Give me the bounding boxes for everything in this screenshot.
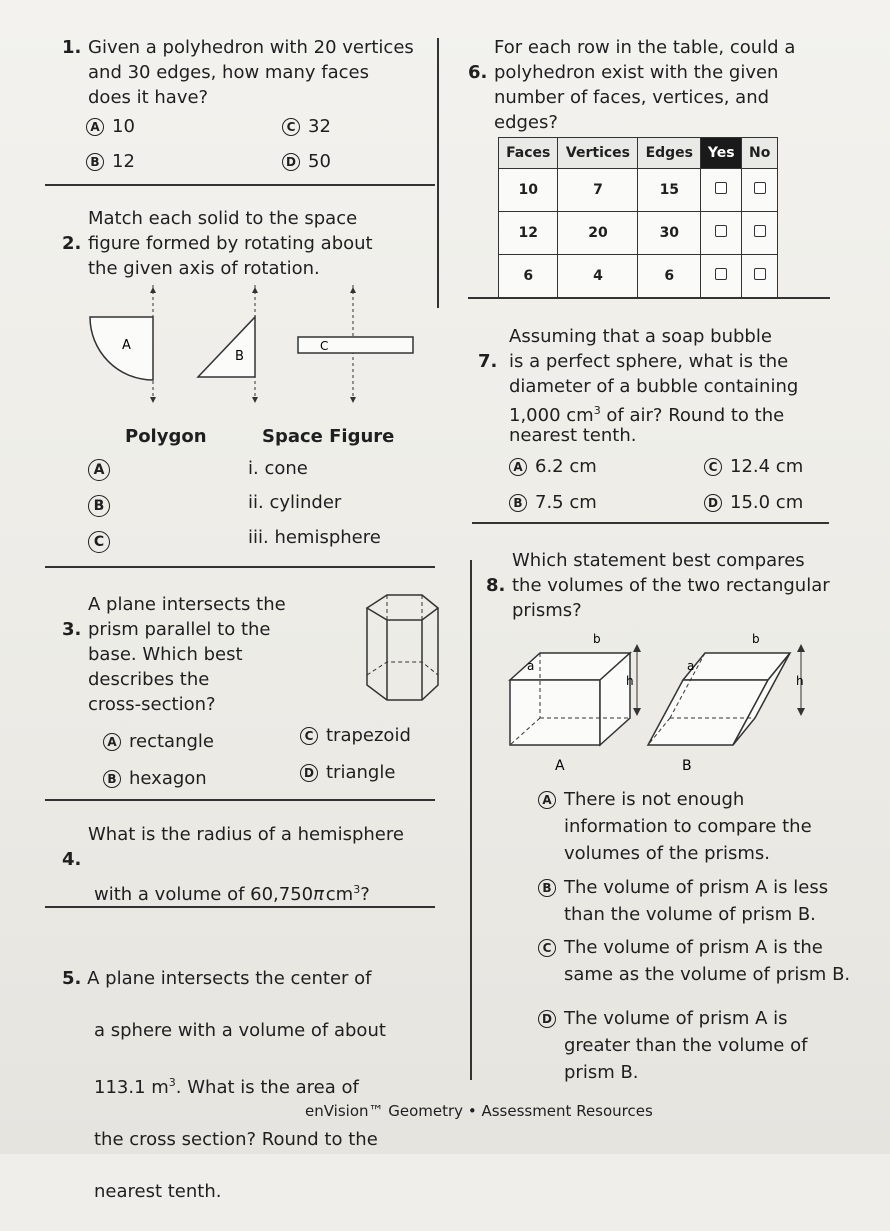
polygon-letter-icon: C — [88, 531, 110, 553]
q1-option-a[interactable]: A 10 — [86, 116, 135, 138]
q2-rotation-figures — [80, 285, 425, 410]
option-letter-icon: B — [103, 770, 121, 788]
q7-text: Assuming that a soap bubble is a perfect sphere, what is the diameter of a bubble containing — [509, 326, 799, 397]
option-letter-icon: D — [282, 153, 300, 171]
question-3 — [62, 592, 286, 715]
checkbox-icon — [715, 182, 727, 194]
header-yes: Yes — [701, 138, 742, 169]
figure-b-triangle — [198, 285, 258, 405]
divider — [45, 184, 435, 186]
q2-polygon-a[interactable] — [88, 459, 110, 481]
option-letter-icon: A — [538, 791, 556, 809]
table-row: 6 4 6 — [499, 255, 778, 298]
svg-text:h: h — [796, 674, 804, 688]
divider — [468, 297, 830, 299]
q8-text: Which statement best compares the volumes of the two rectangular prisms? — [512, 550, 830, 621]
prism-label-b: B — [682, 758, 692, 774]
yes-checkbox[interactable] — [701, 169, 742, 212]
svg-text:a: a — [687, 659, 695, 673]
option-letter-icon: C — [704, 458, 722, 476]
q2-figure-i: i. cone — [248, 458, 308, 479]
table-header-row — [499, 138, 778, 169]
q5-line1: A plane intersects the center of — [87, 968, 372, 989]
q7-option-a[interactable]: A 6.2 cm — [509, 456, 597, 478]
q1-text: Given a polyhedron with 20 vertices and 30 edges, how many faces does it have? — [88, 37, 414, 108]
q5-line5: nearest tenth. — [94, 1181, 222, 1202]
q5-line3: 113.1 $m^3$. What is the area of — [94, 1076, 359, 1098]
figure-a-quarter-circle — [90, 285, 156, 405]
no-checkbox[interactable] — [742, 169, 778, 212]
q4-line2: with a volume of 60,750π $cm^3$? — [94, 883, 370, 905]
option-letter-icon: D — [300, 764, 318, 782]
q8-option-c[interactable]: C The volume of prism A is the same as the volume of prism B. — [538, 937, 850, 988]
prism-a — [510, 632, 641, 774]
prism-b — [648, 632, 805, 774]
q2-col-polygon: Polygon — [125, 426, 207, 447]
header-edges: Edges — [638, 138, 701, 169]
q1-option-d[interactable]: D 50 — [282, 151, 331, 173]
q6-table — [498, 137, 778, 298]
q7-option-b[interactable]: B 7.5 cm — [509, 492, 597, 514]
figure-label-b: B — [235, 349, 244, 364]
svg-text:b: b — [593, 632, 601, 646]
question-2 — [62, 206, 373, 281]
polygon-letter-icon: B — [88, 495, 110, 517]
q2-figure-iii: iii. hemisphere — [248, 527, 381, 548]
q3-option-d[interactable]: D triangle — [300, 762, 395, 784]
q7-number: 7. — [478, 351, 498, 372]
q8-option-a[interactable]: A There is not enough information to compare the volumes of the prisms. — [538, 789, 812, 867]
svg-text:a: a — [527, 659, 535, 673]
q4-number: 4. — [62, 849, 82, 870]
question-1 — [62, 35, 414, 108]
q3-option-c[interactable]: C trapezoid — [300, 725, 411, 747]
q3-hexagonal-prism — [352, 590, 442, 715]
q3-option-a[interactable]: A rectangle — [103, 731, 214, 753]
option-letter-icon: C — [538, 939, 556, 957]
q2-col-space-figure: Space Figure — [262, 426, 395, 447]
question-7 — [478, 324, 799, 399]
svg-text:b: b — [752, 632, 760, 646]
checkbox-icon — [754, 182, 766, 194]
no-checkbox[interactable] — [742, 212, 778, 255]
option-letter-icon: B — [86, 153, 104, 171]
q6-number: 6. — [468, 62, 488, 83]
divider — [45, 566, 435, 568]
divider — [472, 522, 829, 524]
table-row: 12 20 30 — [499, 212, 778, 255]
table-row: 10 7 15 — [499, 169, 778, 212]
divider — [45, 799, 435, 801]
question-6 — [468, 35, 796, 133]
q7-line5: nearest tenth. — [509, 425, 637, 446]
option-letter-icon: D — [538, 1010, 556, 1028]
header-faces: Faces — [499, 138, 558, 169]
q3-text: A plane intersects the prism parallel to the base. Which best describes the cross-section? — [88, 594, 286, 715]
column-divider-mid — [470, 560, 472, 1080]
q2-polygon-c[interactable] — [88, 531, 110, 553]
q1-number: 1. — [62, 37, 82, 58]
q2-number: 2. — [62, 233, 82, 254]
q2-text: Match each solid to the space figure formed by rotating about the given axis of rotation. — [88, 208, 373, 279]
question-5 — [62, 940, 386, 1231]
q5-line2: a sphere with a volume of about — [94, 1020, 386, 1041]
prism-label-a: A — [555, 758, 565, 774]
option-letter-icon: C — [300, 727, 318, 745]
q1-option-c[interactable]: C 32 — [282, 116, 331, 138]
q5-number: 5. — [62, 968, 82, 989]
q8-option-d[interactable]: D The volume of prism A is greater than the volume of prism B. — [538, 1008, 807, 1086]
option-letter-icon: A — [86, 118, 104, 136]
q7-option-d[interactable]: D 15.0 cm — [704, 492, 803, 514]
checkbox-icon — [715, 268, 727, 280]
q6-text: For each row in the table, could a polyhedron exist with the given number of faces, vertices, and edges? — [494, 37, 796, 133]
option-letter-icon: B — [538, 879, 556, 897]
q3-number: 3. — [62, 619, 82, 640]
no-checkbox[interactable] — [742, 255, 778, 298]
question-8 — [486, 548, 830, 623]
q5-line4: the cross section? Round to the — [94, 1129, 378, 1150]
header-no: No — [742, 138, 778, 169]
figure-c-rectangle — [298, 285, 413, 405]
page-footer: enVision™ Geometry • Assessment Resources — [305, 1102, 653, 1120]
divider — [45, 906, 435, 908]
q3-option-b[interactable]: B hexagon — [103, 768, 207, 790]
yes-checkbox[interactable] — [701, 255, 742, 298]
q8-prism-figures — [505, 625, 850, 775]
option-letter-icon: D — [704, 494, 722, 512]
checkbox-icon — [715, 225, 727, 237]
svg-text:h: h — [626, 674, 634, 688]
figure-label-a: A — [122, 338, 131, 353]
yes-checkbox[interactable] — [701, 212, 742, 255]
checkbox-icon — [754, 225, 766, 237]
option-letter-icon: B — [509, 494, 527, 512]
q8-number: 8. — [486, 575, 506, 596]
checkbox-icon — [754, 268, 766, 280]
q7-option-c[interactable]: C 12.4 cm — [704, 456, 803, 478]
option-letter-icon: A — [509, 458, 527, 476]
q1-option-b[interactable]: B 12 — [86, 151, 135, 173]
option-letter-icon: A — [103, 733, 121, 751]
q8-option-b[interactable]: B The volume of prism A is less than the volume of prism B. — [538, 877, 828, 928]
option-letter-icon: C — [282, 118, 300, 136]
q7-line4: 1,000 $cm^3$ of air? Round to the — [509, 404, 785, 426]
polygon-letter-icon: A — [88, 459, 110, 481]
q2-polygon-b[interactable] — [88, 495, 110, 517]
q4-line1: What is the radius of a hemisphere — [88, 824, 404, 845]
figure-label-c: C — [320, 339, 329, 353]
header-vertices: Vertices — [558, 138, 638, 169]
q2-figure-ii: ii. cylinder — [248, 492, 342, 513]
